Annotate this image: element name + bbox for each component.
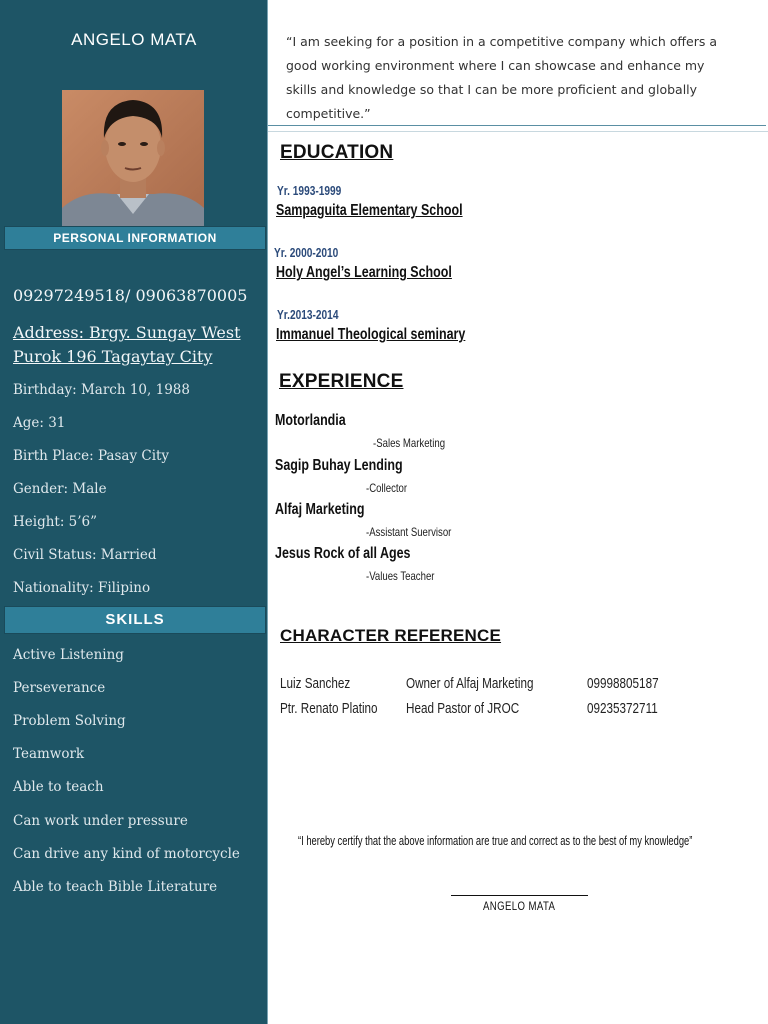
detail-birthday: Birthday: March 10, 1988 bbox=[13, 382, 190, 398]
detail-gender: Gender: Male bbox=[13, 481, 107, 497]
divider bbox=[268, 125, 766, 126]
experience-role: -Values Teacher bbox=[366, 569, 435, 583]
experience-company: Jesus Rock of all Ages bbox=[275, 545, 411, 562]
reference-position: Head Pastor of JROC bbox=[406, 700, 520, 717]
skill-item: Teamwork bbox=[13, 746, 85, 762]
experience-heading: EXPERIENCE bbox=[279, 371, 404, 392]
reference-position: Owner of Alfaj Marketing bbox=[406, 675, 534, 692]
skill-item: Problem Solving bbox=[13, 713, 126, 729]
signature-line bbox=[451, 895, 588, 896]
certification-statement: “I hereby certify that the above information are true and correct as to the best of my knowledge” bbox=[298, 833, 693, 848]
skill-item: Able to teach Bible Literature bbox=[13, 879, 218, 895]
experience-company: Alfaj Marketing bbox=[275, 501, 365, 518]
profile-photo bbox=[62, 90, 204, 226]
detail-height: Height: 5’6” bbox=[13, 514, 98, 530]
skill-item: Able to teach bbox=[13, 779, 104, 795]
applicant-name: ANGELO MATA bbox=[71, 30, 197, 49]
experience-role: -Collector bbox=[366, 481, 408, 495]
experience-role: -Sales Marketing bbox=[373, 436, 446, 450]
skill-item: Perseverance bbox=[13, 680, 106, 696]
reference-name: Luiz Sanchez bbox=[280, 675, 351, 692]
reference-name: Ptr. Renato Platino bbox=[280, 700, 378, 717]
personal-information-heading: PERSONAL INFORMATION bbox=[4, 226, 266, 250]
detail-civil-status: Civil Status: Married bbox=[13, 547, 157, 563]
sidebar bbox=[0, 0, 268, 1024]
divider bbox=[268, 131, 768, 132]
reference-phone: 09998805187 bbox=[587, 675, 659, 692]
reference-phone: 09235372711 bbox=[587, 700, 658, 717]
detail-birth-place: Birth Place: Pasay City bbox=[13, 448, 170, 464]
skill-item: Active Listening bbox=[13, 647, 124, 663]
education-year: Yr. 2000-2010 bbox=[274, 245, 339, 260]
skills-heading: SKILLS bbox=[4, 606, 266, 634]
address: Address: Brgy. Sungay West Purok 196 Tagaytay City bbox=[13, 323, 241, 366]
education-school: Sampaguita Elementary School bbox=[276, 202, 463, 219]
experience-company: Motorlandia bbox=[275, 412, 346, 429]
experience-role: -Assistant Suervisor bbox=[366, 525, 452, 539]
experience-company: Sagip Buhay Lending bbox=[275, 457, 403, 474]
detail-nationality: Nationality: Filipino bbox=[13, 580, 151, 596]
detail-age: Age: 31 bbox=[13, 415, 66, 431]
education-school: Holy Angel’s Learning School bbox=[276, 264, 452, 281]
skill-item: Can work under pressure bbox=[13, 813, 188, 829]
education-heading: EDUCATION bbox=[280, 142, 394, 163]
education-year: Yr. 1993-1999 bbox=[277, 183, 342, 198]
profile-photo-image bbox=[62, 90, 204, 226]
education-school: Immanuel Theological seminary bbox=[276, 326, 466, 343]
objective-statement: “I am seeking for a position in a competitive company which offers a good working environment where I can showcase and enhance my skills and knowledge so that I can be more proficient and globally competitive.” bbox=[286, 34, 717, 121]
character-reference-heading: CHARACTER REFERENCE bbox=[280, 626, 502, 645]
skill-item: Can drive any kind of motorcycle bbox=[13, 846, 240, 862]
education-year: Yr.2013-2014 bbox=[277, 307, 339, 322]
phone-numbers: 09297249518/ 09063870005 bbox=[13, 286, 248, 305]
signature-name: ANGELO MATA bbox=[483, 899, 556, 913]
